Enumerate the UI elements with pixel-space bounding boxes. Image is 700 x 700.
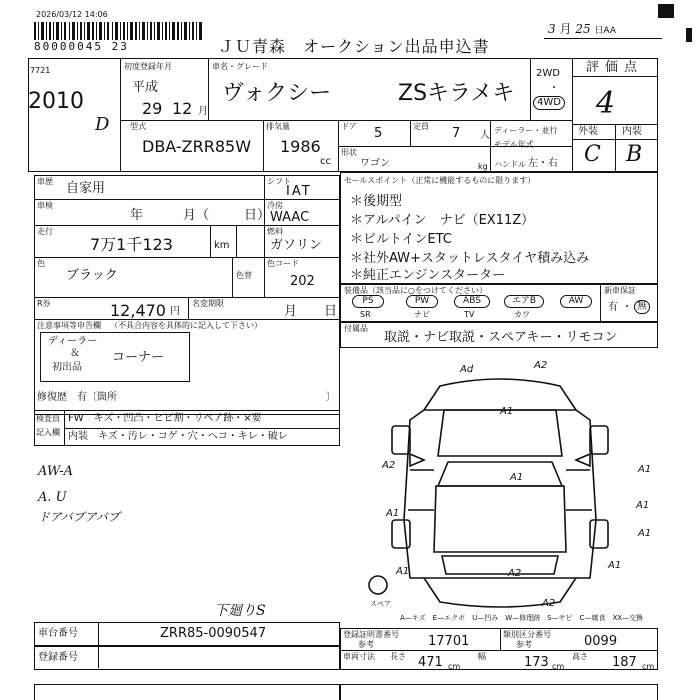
cert-ref: 参考 [358, 640, 374, 649]
length-label: 長さ [390, 652, 406, 661]
header-date [548, 20, 616, 37]
rear-left-wheel [392, 520, 410, 548]
aircon-value: WAAC [270, 210, 310, 225]
inspect-row-1: FW キズ・凹凸・ヒビ割・リペア跡・×要 [68, 413, 262, 424]
mark-2: A1 [500, 406, 514, 417]
interior-grade: B [626, 142, 643, 167]
exterior-label: 外装 [578, 126, 598, 137]
corner-mark-2 [686, 28, 692, 42]
stamp-right: コーナー [112, 350, 165, 365]
mark-4: A1 [638, 464, 652, 475]
length-unit: cm [448, 662, 461, 671]
spare-tire-shape [369, 576, 387, 594]
mark-11: A1 [608, 560, 622, 571]
car-grade: ZSキラメキ [398, 81, 515, 106]
chassis-label: 車台番号 [38, 628, 78, 639]
handle-label: ハンドル [494, 160, 526, 169]
transfer-label: 名変期限 [192, 299, 224, 308]
color-change-label: 色替 [236, 271, 252, 280]
shape-value: ワゴン [360, 158, 390, 169]
handle-value: 左・右 [528, 158, 558, 169]
recycle-unit: 円 [170, 306, 180, 317]
entry-number: 7721 [30, 66, 51, 75]
front-right-wheel [590, 426, 608, 454]
notes-sub: （不具合内容を具体的に記入して下さい） [110, 321, 262, 330]
equip-pw: PW [406, 295, 438, 308]
right-side-shape [576, 410, 596, 578]
equipment-label: 装備品（該当品に○をつけてください） [344, 286, 487, 295]
equip-tv: TV [464, 310, 475, 319]
code-value: 0099 [584, 634, 618, 649]
capacity-label: 定員 [413, 122, 429, 131]
size-label: 車両寸法 [343, 652, 375, 661]
capacity-value: 7 [452, 126, 461, 141]
inspection-label: 車検 [37, 201, 53, 210]
transfer-month: 月 [284, 304, 298, 319]
grade-score: 4 [596, 86, 616, 121]
registration-frame [34, 646, 340, 670]
first-reg-era: 平成 [132, 80, 159, 95]
model-year-label: モデル年式 [494, 140, 534, 149]
left-side-shape [404, 410, 424, 578]
warranty-label: 新車保証 [604, 286, 636, 295]
rear-window-shape [442, 556, 558, 574]
equip-abs: ABS [454, 295, 490, 308]
height-value: 187 [612, 655, 637, 670]
under-note: 下廻りS [214, 603, 266, 619]
rear-right-wheel [590, 520, 608, 548]
capacity-unit: 人 [480, 130, 490, 141]
interior-label: 内装 [622, 126, 642, 137]
front-left-wheel [392, 426, 410, 454]
mark-9: A1 [396, 566, 410, 577]
hand-note-2: A. U [38, 490, 67, 505]
mileage-label: 走行 [37, 227, 53, 236]
hand-note-1: AW-A [38, 464, 74, 479]
hand-note-3: ドアバブアバブ [38, 510, 120, 524]
code-ref: 参考 [516, 640, 532, 649]
equip-aw: AW [560, 295, 592, 308]
load-unit: kg [478, 162, 488, 171]
height-label: 高さ [572, 652, 588, 661]
first-reg-month: 12 [172, 99, 193, 118]
sales-points-label: セールスポイント（正常に機能するものに限ります） [344, 176, 536, 185]
repair-history-end: 〕 [326, 392, 336, 403]
doors-value: 5 [374, 126, 383, 141]
mark-1: A2 [534, 360, 548, 371]
shift-value: IAT [286, 184, 312, 199]
cert-label: 登録証明書番号 [343, 630, 399, 639]
width-value: 173 [524, 655, 549, 670]
fuel-value: ガソリン [270, 238, 323, 253]
warranty-yes: 有 [608, 302, 618, 313]
form-title: ＪＵ青森 オークション出品申込書 [218, 37, 490, 56]
accessories-label: 付属品 [344, 324, 368, 333]
exterior-grade: C [584, 142, 601, 167]
sales-point-4: ＊社外AW+スタットレスタイヤ積み込み [350, 251, 590, 266]
displacement-value: 1986 [280, 137, 321, 156]
corner-mark [658, 4, 674, 18]
mark-8: A2 [508, 568, 522, 579]
aircon-label: 冷房 [267, 201, 283, 210]
equip-leather: カワ [514, 310, 530, 319]
recycle-value: 12,470 [110, 301, 166, 320]
width-unit: cm [552, 662, 565, 671]
inspect-row-2: 内装 キズ・汚レ・コゲ・穴・ヘコ・キレ・破レ [68, 431, 288, 442]
color-label: 色 [37, 259, 45, 268]
mark-7: A1 [386, 508, 400, 519]
code-label: 類別区分番号 [503, 630, 551, 639]
first-reg-year-label: 2010 [28, 89, 84, 114]
inspection-day: 日） [244, 208, 271, 223]
doors-label: ドア [341, 122, 357, 131]
shift-label: シフト [267, 177, 291, 186]
hand-mark: D [95, 114, 110, 135]
inspect-label-2: 記入欄 [36, 428, 60, 437]
displacement-unit: cc [320, 156, 331, 167]
height-unit: cm [642, 662, 655, 671]
model-label: 型式 [130, 122, 146, 131]
equip-ps: PS [352, 295, 384, 308]
mileage-value: 7万1千123 [90, 235, 173, 254]
date-month: 3 [548, 22, 556, 36]
print-timestamp: 2026/03/12 14:06 [36, 10, 108, 19]
model-value: DBA-ZRR85W [142, 137, 252, 156]
date-month-unit: 月 [559, 22, 572, 36]
car-name: ヴォクシー [222, 81, 332, 106]
warranty-no: 無 [634, 300, 650, 314]
recycle-label: R券 [37, 299, 51, 308]
windshield-shape [438, 462, 562, 486]
bottom-frame-left [34, 684, 340, 700]
history-value: 自家用 [66, 181, 106, 196]
color-value: ブラック [66, 268, 118, 283]
chassis-value: ZRR85-0090547 [160, 626, 267, 641]
displacement-label: 排気量 [266, 122, 290, 131]
stamp-line3: 初出品 [52, 362, 82, 373]
stamp-line2: ＆ [70, 348, 80, 359]
notes-label: 注意事項等申告欄 [37, 321, 101, 330]
bottom-frame-right [340, 684, 658, 700]
history-label: 車歴 [37, 177, 53, 186]
first-reg-label: 初度登録年月 [124, 62, 172, 71]
spare-label: スペア [370, 600, 391, 608]
dealer-label: ディーラー・並行 [494, 126, 558, 135]
drive-4wd: 4WD [533, 96, 565, 110]
inspection-year: 年 [130, 208, 144, 223]
length-value: 471 [418, 655, 443, 670]
equip-sr: SR [360, 310, 371, 319]
date-day: 25 [575, 22, 591, 36]
drive-2wd: 2WD [536, 68, 560, 79]
color-code-label: 色コード [267, 259, 299, 268]
repair-history: 修復歴 有〔箇所 [37, 392, 117, 403]
car-name-label: 車名・グレード [212, 62, 268, 71]
registration-label: 登録番号 [38, 652, 78, 663]
first-reg-month-unit: 月 [198, 106, 208, 117]
mark-3: A2 [382, 460, 396, 471]
fuel-label: 燃料 [267, 227, 283, 236]
barcode-number: 80000045 23 [34, 40, 129, 53]
sales-point-1: ＊後期型 [350, 194, 403, 209]
equip-navi: ナビ [414, 310, 430, 319]
inspection-month: 月（ [183, 208, 210, 223]
sales-point-2: ＊アルパイン ナビ（EX11Z） [350, 213, 535, 228]
sales-point-5: ＊純正エンジンスターター [350, 268, 505, 283]
color-code: 202 [290, 274, 315, 289]
mark-0: Ad [460, 364, 474, 375]
width-label: 幅 [478, 652, 486, 661]
mileage-unit: km [214, 240, 230, 251]
mark-5: A1 [510, 472, 524, 483]
mark-6: A1 [636, 500, 650, 511]
first-reg-year: 29 [142, 99, 163, 118]
date-day-unit: 日AA [594, 26, 616, 36]
diagram-legend: A—キズ E—エクボ U—凹み W—修理跡 S—サビ C—腐食 XX—交換 [400, 614, 644, 622]
barcode [34, 22, 204, 40]
mark-12: A2 [542, 598, 556, 609]
mark-10: A1 [638, 528, 652, 539]
cert-value: 17701 [428, 634, 470, 649]
equip-airbag: エアB [504, 295, 544, 308]
inspect-label-1: 検査員 [36, 414, 60, 423]
shape-label: 形状 [341, 148, 357, 157]
roof-shape [434, 486, 566, 552]
grade-label: 評価点 [586, 60, 644, 75]
sales-point-3: ＊ビルトインETC [350, 232, 452, 247]
transfer-day: 日 [324, 304, 338, 319]
accessories-value: 取説・ナビ取説・スペアキー・リモコン [384, 330, 618, 345]
stamp-line1: ディーラー [48, 336, 98, 347]
car-damage-diagram [340, 350, 660, 622]
